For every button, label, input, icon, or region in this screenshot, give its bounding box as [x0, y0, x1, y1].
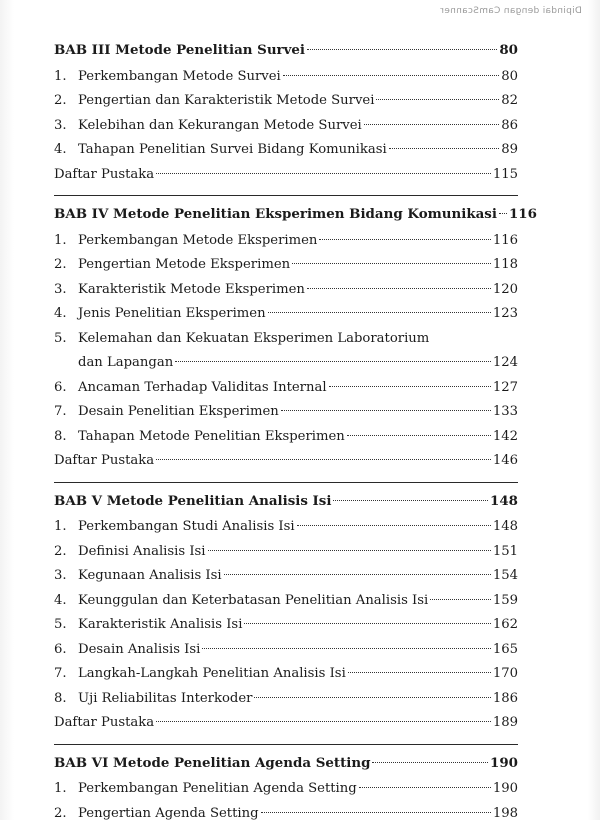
- toc-entry: [54, 425, 518, 450]
- entry-label: dan Lapangan: [78, 355, 174, 370]
- item-number: 8.: [54, 690, 67, 706]
- entry-label: Daftar Pustaka: [54, 715, 155, 730]
- item-number: 7.: [54, 404, 67, 419]
- item-number: 8.: [54, 428, 67, 444]
- entry-label: Desain Penelitian Eksperimen: [78, 404, 279, 419]
- dot-leader: [224, 574, 491, 575]
- page-number: 127: [492, 379, 518, 395]
- entry-label: Kelebihan dan Kekurangan Metode Survei: [78, 117, 362, 133]
- toc-entry: [54, 89, 518, 114]
- page-number: 116: [508, 206, 537, 222]
- dot-leader: [499, 213, 507, 214]
- chapter-heading: [54, 38, 518, 63]
- entry-label: Ancaman Terhadap Validitas Internal: [78, 379, 327, 395]
- dot-leader: [307, 49, 497, 50]
- page-number: 123: [492, 306, 518, 321]
- entry-label: Perkembangan Metode Survei: [78, 68, 281, 84]
- item-number: 3.: [54, 281, 67, 297]
- item-number: 4.: [54, 592, 67, 608]
- dot-leader: [319, 239, 490, 240]
- page-number: 190: [490, 754, 518, 771]
- page-number: 170: [492, 666, 518, 681]
- entry-label: Daftar Pustaka: [54, 453, 155, 468]
- item-number: 1.: [54, 519, 67, 534]
- dot-leader: [156, 173, 491, 174]
- item-number: 3.: [54, 117, 67, 133]
- entry-label: Daftar Pustaka: [54, 166, 155, 182]
- dot-leader: [297, 525, 491, 526]
- entry-label: Pengertian Metode Eksperimen: [78, 257, 291, 272]
- page-number: 89: [501, 142, 518, 157]
- page-number: 186: [492, 690, 518, 706]
- page-number: 148: [492, 519, 518, 534]
- dot-leader: [156, 721, 491, 722]
- item-number: 4.: [54, 306, 67, 321]
- entry-label: Kelemahan dan Kekuatan Eksperimen Laboratorium: [78, 330, 430, 346]
- dot-leader: [261, 812, 491, 813]
- dot-leader: [268, 312, 491, 313]
- toc-chapter: [54, 751, 518, 827]
- entry-label: Desain Analisis Isi: [78, 641, 201, 657]
- dot-leader: [175, 361, 491, 362]
- chapter-heading: [54, 489, 518, 514]
- page-number: 198: [492, 805, 518, 821]
- dot-leader: [359, 787, 491, 788]
- item-number: 5.: [54, 617, 67, 632]
- chapter-heading: [54, 751, 518, 776]
- entry-label: Perkembangan Metode Eksperimen: [78, 232, 318, 248]
- page-number: 142: [492, 428, 518, 444]
- entry-label: Pengertian dan Karakteristik Metode Survei: [78, 93, 375, 108]
- bibliography-entry: [54, 163, 518, 188]
- toc-entry: [54, 540, 518, 565]
- entry-label: BAB V Metode Penelitian Analisis Isi: [54, 492, 332, 509]
- entry-label: Tahapan Metode Penelitian Eksperimen: [78, 428, 345, 444]
- page-number: 116: [492, 232, 518, 248]
- dot-leader: [364, 124, 499, 125]
- dot-leader: [372, 762, 488, 763]
- dot-leader: [329, 386, 491, 387]
- toc-entry: [54, 777, 518, 802]
- dot-leader: [208, 550, 491, 551]
- toc-entry: [54, 376, 518, 401]
- toc-entry: [54, 229, 518, 254]
- table-of-contents: [54, 38, 537, 834]
- item-number: 2.: [54, 805, 67, 821]
- toc-entry: [54, 114, 518, 139]
- item-number: 1.: [54, 781, 67, 796]
- item-number: 2.: [54, 543, 67, 559]
- item-number: 6.: [54, 641, 67, 657]
- page-number: 165: [492, 641, 518, 657]
- toc-entry: [54, 613, 518, 638]
- section-divider: [54, 482, 518, 483]
- page-number: 118: [492, 257, 518, 272]
- toc-entry: [54, 589, 518, 614]
- page-number: 82: [501, 93, 518, 108]
- entry-label: Pengertian Agenda Setting: [78, 805, 259, 821]
- scanner-watermark: Dipindai dengan CamScanner: [440, 6, 582, 16]
- toc-entry: [54, 638, 518, 663]
- bibliography-entry: [54, 449, 518, 474]
- toc-entry: [54, 515, 518, 540]
- dot-leader: [254, 697, 490, 698]
- section-divider: [54, 195, 518, 196]
- page-number: 115: [492, 166, 518, 182]
- item-number: 1.: [54, 232, 67, 248]
- dot-leader: [281, 410, 491, 411]
- toc-entry: [54, 278, 518, 303]
- toc-entry: [54, 253, 518, 278]
- page-number: 148: [490, 492, 518, 509]
- page-number: 189: [492, 715, 518, 730]
- dot-leader: [307, 288, 491, 289]
- entry-label: Uji Reliabilitas Interkoder: [78, 690, 253, 706]
- entry-label: Kegunaan Analisis Isi: [78, 568, 222, 583]
- entry-label: Keunggulan dan Keterbatasan Penelitian Analisis Isi: [78, 592, 429, 608]
- bibliography-entry: [54, 711, 518, 736]
- toc-entry: [54, 564, 518, 589]
- page-number: 146: [492, 453, 518, 468]
- entry-label: Perkembangan Penelitian Agenda Setting: [78, 781, 357, 796]
- entry-label: Tahapan Penelitian Survei Bidang Komunikasi: [78, 142, 387, 157]
- toc-entry: [54, 302, 518, 327]
- item-number: 3.: [54, 568, 67, 583]
- page-number: 190: [492, 781, 518, 796]
- item-number: 6.: [54, 379, 67, 395]
- entry-label: Karakteristik Analisis Isi: [78, 617, 243, 632]
- entry-label: BAB IV Metode Penelitian Eksperimen Bidang Komunikasi: [54, 206, 497, 222]
- entry-label: Langkah-Langkah Penelitian Analisis Isi: [78, 666, 346, 681]
- toc-chapter: [54, 202, 537, 474]
- dot-leader: [347, 435, 491, 436]
- toc-entry: [54, 662, 518, 687]
- toc-entry: [54, 687, 518, 712]
- chapter-heading: [54, 202, 537, 227]
- page-number: 86: [501, 117, 518, 133]
- dot-leader: [202, 648, 490, 649]
- page-number: 154: [492, 568, 518, 583]
- entry-label: BAB VI Metode Penelitian Agenda Setting: [54, 754, 371, 771]
- entry-label: Definisi Analisis Isi: [78, 543, 206, 559]
- toc-entry: [54, 65, 518, 90]
- toc-entry: [54, 138, 518, 163]
- item-number: 2.: [54, 257, 67, 272]
- page-number: 151: [492, 543, 518, 559]
- page-number: 133: [492, 404, 518, 419]
- toc-entry: [54, 327, 518, 352]
- section-divider: [54, 744, 518, 745]
- dot-leader: [244, 623, 490, 624]
- page-number: 159: [492, 592, 518, 608]
- item-number: 1.: [54, 68, 67, 84]
- toc-entry: [54, 802, 518, 827]
- dot-leader: [389, 148, 500, 149]
- item-number: 4.: [54, 142, 67, 157]
- page-number: 80: [501, 68, 518, 84]
- page-number: 120: [492, 281, 518, 297]
- dot-leader: [156, 459, 491, 460]
- page-number: 80: [499, 42, 518, 58]
- dot-leader: [283, 75, 499, 76]
- item-number: 2.: [54, 93, 67, 108]
- entry-label: Jenis Penelitian Eksperimen: [78, 306, 266, 321]
- dot-leader: [333, 500, 488, 501]
- item-number: 5.: [54, 330, 67, 346]
- item-number: 7.: [54, 666, 67, 681]
- entry-label: Perkembangan Studi Analisis Isi: [78, 519, 295, 534]
- toc-entry: [54, 400, 518, 425]
- dot-leader: [430, 599, 491, 600]
- dot-leader: [376, 99, 499, 100]
- page-number: 162: [492, 617, 518, 632]
- toc-chapter: [54, 38, 518, 187]
- dot-leader: [292, 263, 491, 264]
- dot-leader: [348, 672, 491, 673]
- entry-label: Karakteristik Metode Eksperimen: [78, 281, 305, 297]
- toc-chapter: [54, 489, 518, 736]
- toc-entry-continuation: [54, 351, 518, 376]
- page-number: 124: [492, 355, 518, 370]
- entry-label: BAB III Metode Penelitian Survei: [54, 42, 305, 58]
